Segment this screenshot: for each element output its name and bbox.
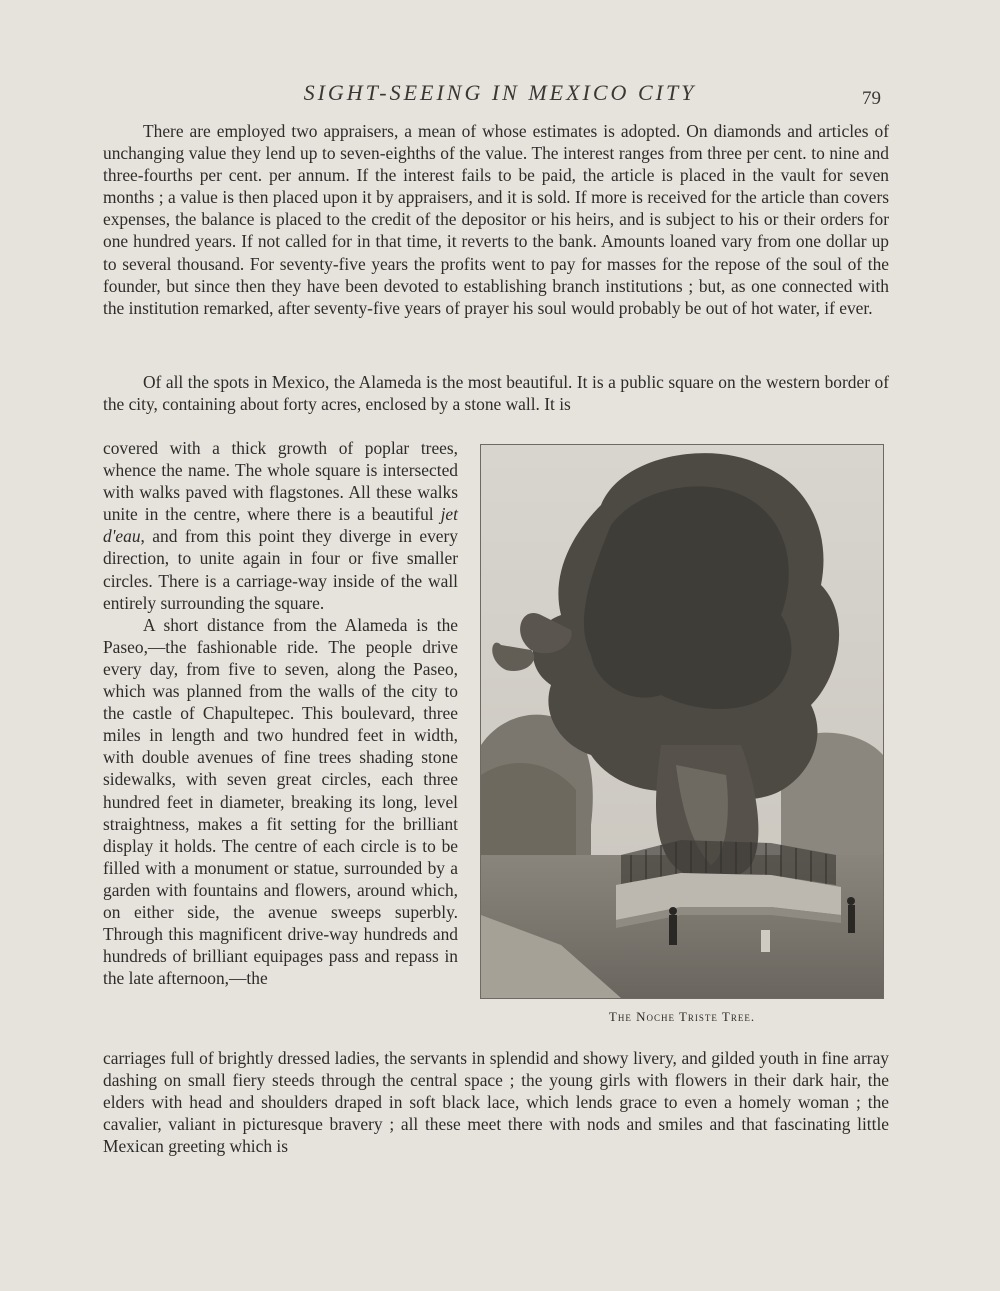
- paragraph-pawn-bank: [103, 120, 889, 319]
- tree-photograph: [480, 444, 884, 999]
- running-title: SIGHT-SEEING IN MEXICO CITY: [303, 80, 697, 105]
- page-number: 79: [862, 88, 881, 109]
- caption-text: The Noche Triste Tree.: [608, 1009, 756, 1024]
- paragraph-text: carriages full of brightly dressed ladies, the servants in splendid and showy livery, and gilded youth in fine array dashing on small fiery steeds through the central space ; the young girls with flowers in their dark hair, the elders with head and shoulders draped in soft black lace, which lends grace to even a homely woman ; the cavalier, valiant in picturesque bravery ; all these meet there with nods and smiles and that fascinating little Mexican greeting which is: [103, 1048, 889, 1157]
- paragraph-text: , and from this point they diverge in every direction, to unite again in four or five smaller circles. There is a carriage-way inside of the wall entirely surrounding the square.: [103, 526, 458, 613]
- figure-caption: [480, 1009, 884, 1025]
- italic-phrase: jet d'eau: [103, 504, 458, 547]
- paragraph-text: There are employed two appraisers, a mean of whose estimates is adopted. On diamonds and articles of unchanging value they lend up to seven-eighths of the value. The interest ranges from three per cent. to nine and three-fourths per cent. per annum. If the interest fails to be paid, the article is placed in the vault for seven months ; a value is then placed upon it by appraisers, and it is sold. If more is received for the article than covers expenses, the balance is placed to the credit of the depositor or his heirs, and is subject to his or their orders for one hundred years. If not called for in that time, it reverts to the bank. Amounts loaned vary from one dollar up to several thousand. For seventy-five years the profits went to pay for masses for the repose of the soul of the founder, but since then they have been devoted to establishing branch institutions ; but, as one connected with the institution remarked, after seventy-five years of prayer his soul would probably be out of hot water, if ever.: [103, 121, 889, 318]
- paragraph-paseo: A short distance from the Alameda is the Paseo,—the fashionable ride. The people drive every day, from five to seven, along the Paseo, which was planned from the walls of the city to the castle of Chapultepec. This boulevard, three miles in length and two hundred feet in width, with double avenues of fine trees shading stone sidewalks, with seven great circles, each three hundred feet in diameter, breaking its long, level straightness, makes a fit setting for the brilliant display it holds. The centre of each circle is to be filled with a monument or statue, surrounded by a garden with fountains and flowers, around which, on either side, the avenue sweeps superbly. Through this magnificent drive-way hundreds and hundreds of brilliant equipages pass and repass in the late afternoon,—the: [103, 614, 458, 989]
- paragraph-text: Of all the spots in Mexico, the Alameda is the most beautiful. It is a public square on the western border of the city, containing about forty acres, enclosed by a stone wall. It is: [103, 372, 889, 415]
- paragraph-alameda-continued: [103, 437, 458, 614]
- tree-illustration: [481, 445, 883, 998]
- paragraph-alameda-intro: [103, 371, 889, 415]
- paragraph-text: covered with a thick growth of poplar trees, whence the name. The whole square is intersected with walks paved with flagstones. All these walks unite in the centre, where there is a beautiful: [103, 438, 458, 525]
- left-column: [103, 437, 458, 989]
- paragraph-paseo-continued: [103, 1047, 889, 1157]
